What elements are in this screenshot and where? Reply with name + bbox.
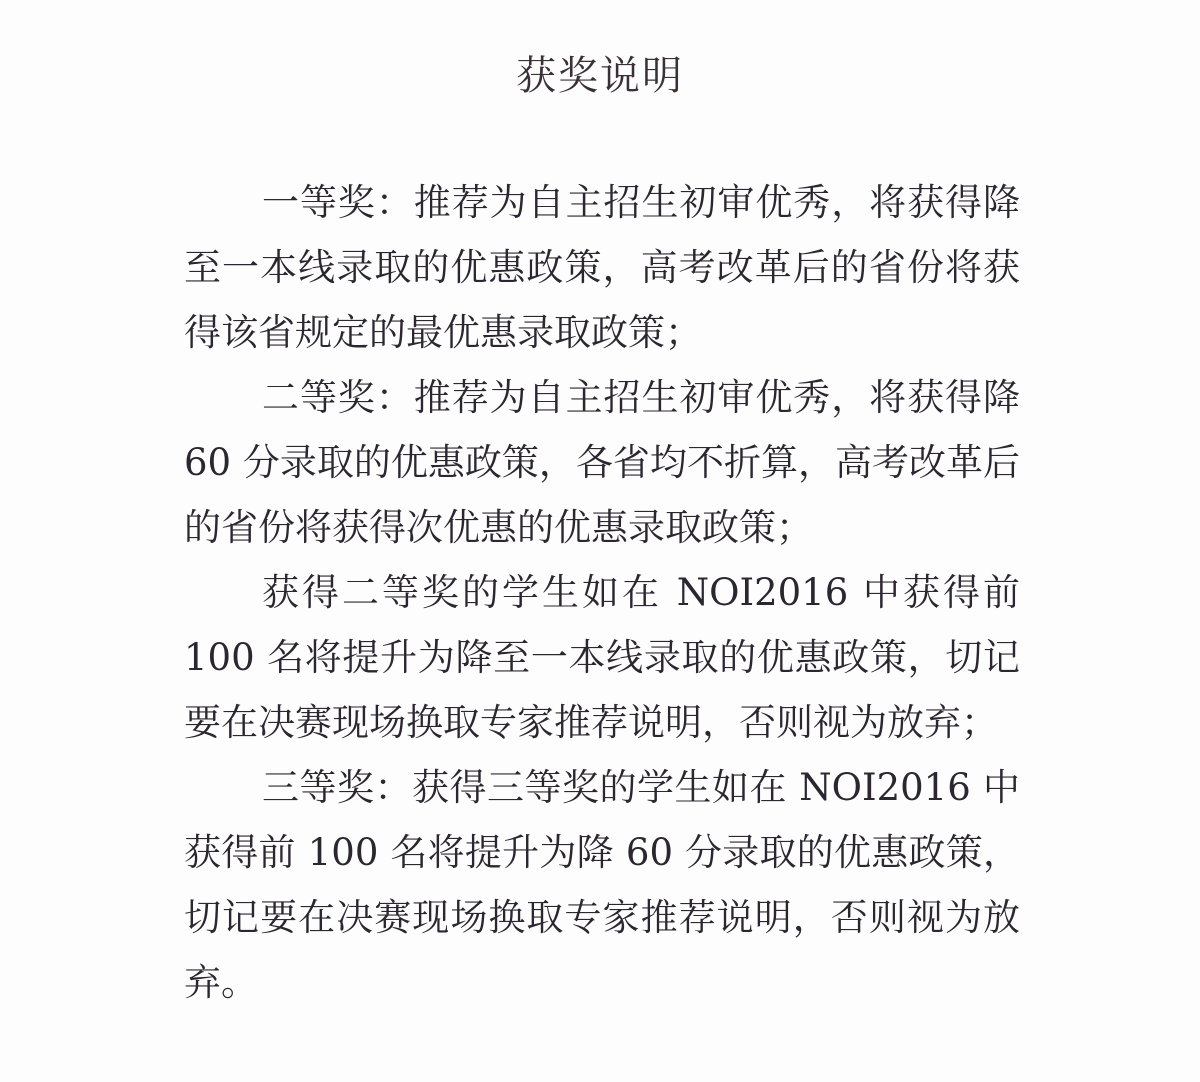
paragraph-third-prize: 三等奖：获得三等奖的学生如在 NOI2016 中获得前 100 名将提升为降 60 分录取的优惠政策，切记要在决赛现场换取专家推荐说明，否则视为放弃。 xyxy=(184,766,1020,1004)
document-body xyxy=(184,170,1020,1015)
paragraph-second-prize: 二等奖：推荐为自主招生初审优秀，将获得降 60 分录取的优惠政策，各省均不折算，高考改革后的省份将获得次优惠的优惠录取政策； xyxy=(184,376,1020,549)
paragraph-first-prize: 一等奖：推荐为自主招生初审优秀，将获得降至一本线录取的优惠政策，高考改革后的省份将获得该省规定的最优惠录取政策； xyxy=(184,181,1020,354)
paragraph-second-prize-upgrade: 获得二等奖的学生如在 NOI2016 中获得前100 名将提升为降至一本线录取的优惠政策，切记要在决赛现场换取专家推荐说明，否则视为放弃； xyxy=(184,571,1020,744)
document-title: 获奖说明 xyxy=(516,53,684,99)
